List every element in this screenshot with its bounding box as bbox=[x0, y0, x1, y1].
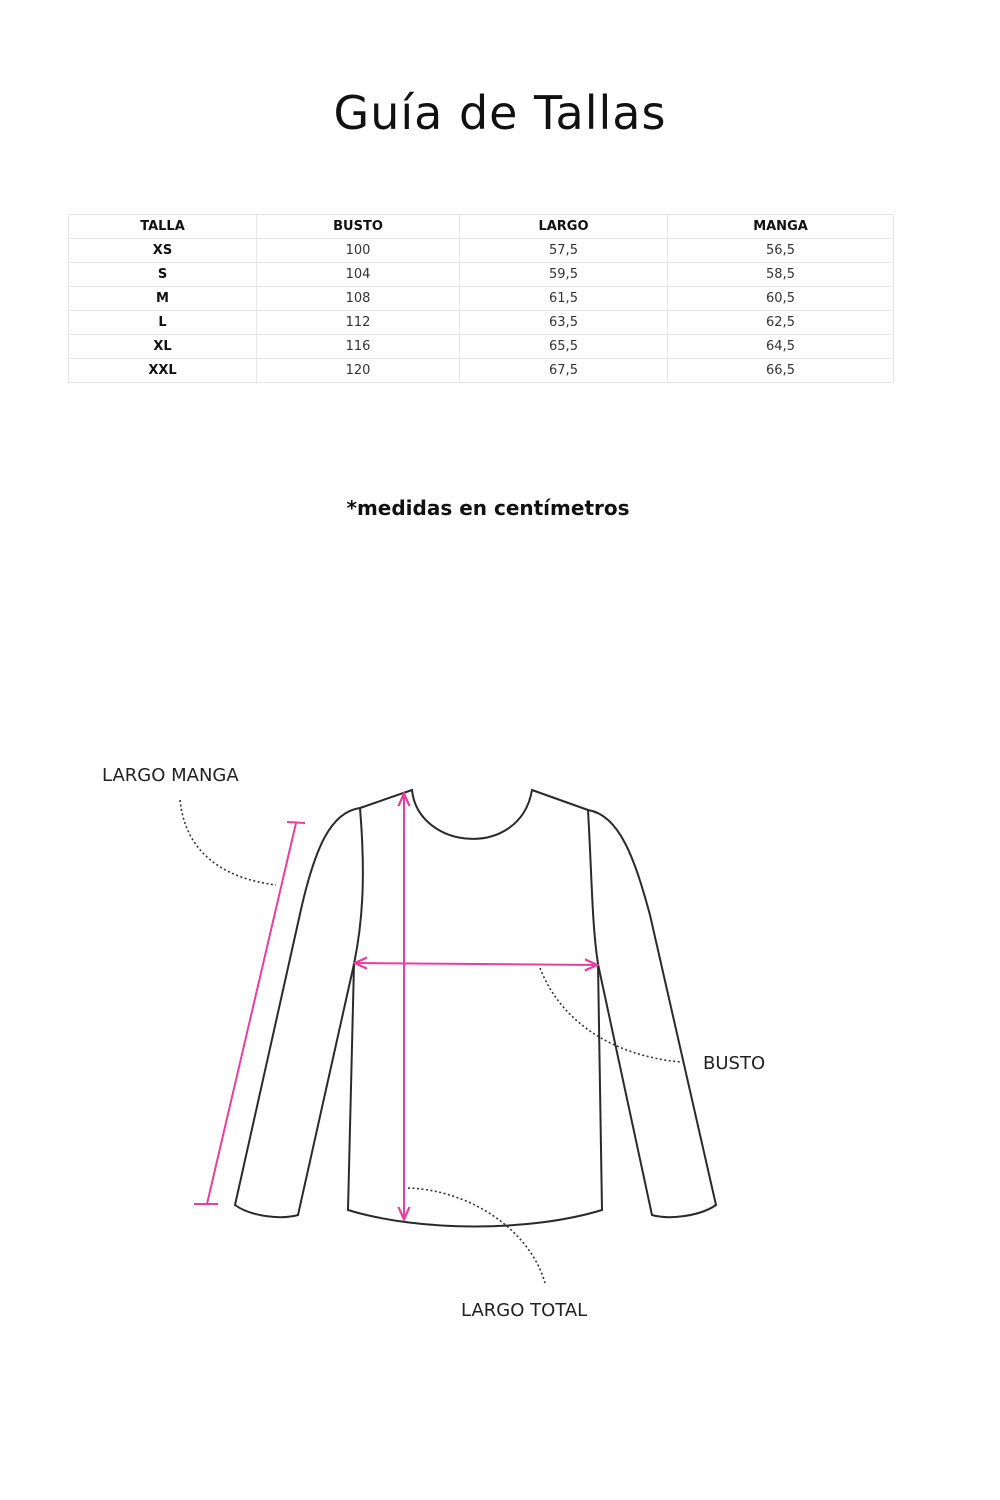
size-cell: XL bbox=[69, 335, 257, 359]
neckline bbox=[412, 790, 532, 839]
column-header-talla: TALLA bbox=[69, 215, 257, 239]
size-cell: S bbox=[69, 263, 257, 287]
table-row bbox=[69, 263, 894, 287]
sleeve-cell: 60,5 bbox=[668, 287, 894, 311]
length-cell: 57,5 bbox=[460, 239, 668, 263]
units-note: *medidas en centímetros bbox=[346, 496, 630, 520]
sweater-outline bbox=[235, 790, 716, 1227]
table-header-row bbox=[69, 215, 894, 239]
total-length-label: LARGO TOTAL bbox=[461, 1300, 588, 1321]
size-cell: L bbox=[69, 311, 257, 335]
bust-cell: 120 bbox=[257, 359, 460, 383]
bust-cell: 112 bbox=[257, 311, 460, 335]
sleeve-cell: 62,5 bbox=[668, 311, 894, 335]
leader-lines bbox=[180, 800, 680, 1283]
length-cell: 63,5 bbox=[460, 311, 668, 335]
garment-measurement-diagram bbox=[0, 740, 1000, 1360]
column-header-largo: LARGO bbox=[460, 215, 668, 239]
right-sleeve-inner bbox=[598, 964, 652, 1215]
sleeve-cell: 64,5 bbox=[668, 335, 894, 359]
table-row bbox=[69, 359, 894, 383]
measurement-lines bbox=[194, 795, 596, 1218]
left-sleeve-inner bbox=[298, 964, 354, 1215]
table-row bbox=[69, 239, 894, 263]
bust-cell: 104 bbox=[257, 263, 460, 287]
bust-cell: 108 bbox=[257, 287, 460, 311]
bust-label: BUSTO bbox=[703, 1053, 766, 1074]
sleeve-leader bbox=[180, 800, 276, 885]
hem bbox=[348, 1210, 602, 1227]
body-left-side bbox=[348, 808, 363, 1210]
right-shoulder bbox=[532, 790, 588, 810]
length-cell: 67,5 bbox=[460, 359, 668, 383]
left-cuff bbox=[235, 1205, 298, 1217]
sleeve-cell: 66,5 bbox=[668, 359, 894, 383]
sleeve-length-line bbox=[207, 823, 296, 1204]
sleeve-cell: 58,5 bbox=[668, 263, 894, 287]
size-table bbox=[68, 214, 894, 383]
length-cell: 59,5 bbox=[460, 263, 668, 287]
page-title: Guía de Tallas bbox=[333, 86, 667, 140]
total-length-leader bbox=[408, 1188, 545, 1283]
bust-line bbox=[356, 963, 596, 965]
sleeve-cell: 56,5 bbox=[668, 239, 894, 263]
body-right-side bbox=[588, 810, 602, 1210]
table-row bbox=[69, 311, 894, 335]
column-header-manga: MANGA bbox=[668, 215, 894, 239]
table-row bbox=[69, 335, 894, 359]
length-cell: 61,5 bbox=[460, 287, 668, 311]
table-row bbox=[69, 287, 894, 311]
right-cuff bbox=[652, 1205, 716, 1217]
size-cell: M bbox=[69, 287, 257, 311]
length-cell: 65,5 bbox=[460, 335, 668, 359]
sleeve-length-cap-top bbox=[287, 822, 305, 823]
size-cell: XS bbox=[69, 239, 257, 263]
bust-leader bbox=[540, 968, 680, 1062]
size-cell: XXL bbox=[69, 359, 257, 383]
bust-cell: 116 bbox=[257, 335, 460, 359]
sleeve-length-label: LARGO MANGA bbox=[102, 765, 239, 786]
column-header-busto: BUSTO bbox=[257, 215, 460, 239]
bust-cell: 100 bbox=[257, 239, 460, 263]
